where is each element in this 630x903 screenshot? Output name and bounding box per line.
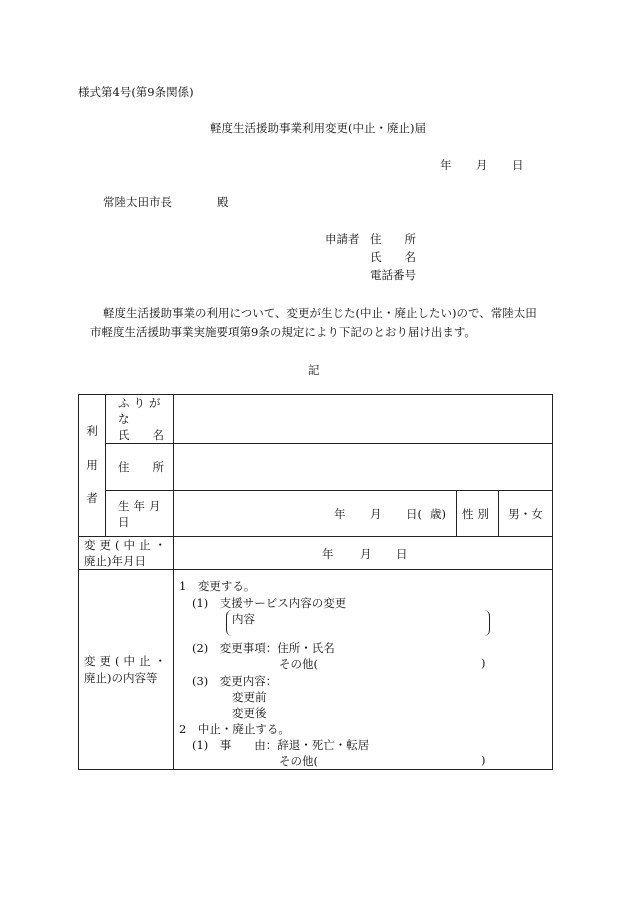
change-content-label-line-1: 変更(中止・ — [84, 653, 170, 668]
gender-label: 性別 — [457, 491, 499, 537]
gender-value[interactable]: 男・女 — [499, 491, 553, 537]
furigana-label: ふりがな — [118, 396, 165, 426]
applicant-address-label: 住 所 — [370, 232, 416, 246]
change-date-label-line-1: 変更(中止・ — [84, 538, 170, 552]
item-1-1-detail: 内容 — [232, 612, 255, 626]
applicant-label: 申請者 — [325, 232, 360, 246]
addressee-honorific: 殿 — [217, 195, 229, 209]
item-2: 2 中止・廃止する。 — [179, 722, 290, 736]
birthdate-label: 生年月日 — [106, 491, 174, 537]
item-1-3-after: 変更後 — [232, 706, 267, 720]
change-date-label-line-2: 廃止)年月日 — [84, 554, 146, 568]
applicant-name-label: 氏 名 — [370, 250, 416, 264]
item-1-2-close-paren: ) — [481, 656, 486, 670]
item-1-3: (3) 変更内容： — [192, 674, 278, 688]
item-2-1-close-paren: ) — [481, 753, 486, 767]
change-day: 日 — [396, 547, 408, 561]
applicant-phone-label: 電話番号 — [370, 268, 416, 282]
item-1-2-other: その他( — [279, 657, 318, 671]
change-date-field[interactable] — [174, 537, 553, 570]
body-text-line-2: 市軽度生活援助事業実施要項第9条の規定により下記のとおり届け出ます。 — [90, 325, 476, 339]
date-month: 月 — [476, 158, 488, 172]
item-1: 1 変更する。 — [179, 579, 256, 593]
document-title: 軽度生活援助事業利用変更(中止・廃止)届 — [210, 121, 426, 135]
form-number: 様式第4号(第9条関係) — [78, 85, 194, 99]
birthdate-field[interactable] — [174, 491, 457, 537]
content-bracket — [226, 610, 490, 636]
birth-age: 歳) — [430, 507, 446, 521]
change-date-label — [79, 537, 174, 570]
item-1-2: (2) 変更事項：住所・氏名 — [192, 641, 335, 655]
addressee-name: 常陸太田市長 — [103, 195, 172, 209]
change-month: 月 — [360, 547, 372, 561]
name-field[interactable] — [174, 395, 553, 444]
change-year: 年 — [322, 547, 334, 561]
change-content-label-line-2: 廃止)の内容等 — [84, 670, 158, 685]
change-content-field[interactable] — [174, 570, 553, 770]
furigana-name-label — [106, 395, 174, 444]
user-label-char-1: 利 — [86, 424, 98, 439]
birth-month: 月 — [370, 507, 382, 521]
record-mark: 記 — [308, 363, 320, 377]
user-section-label — [79, 395, 106, 537]
item-1-3-before: 変更前 — [232, 690, 267, 704]
user-label-char-3: 者 — [86, 491, 98, 506]
date-day: 日 — [512, 158, 524, 172]
body-text-line-1: 軽度生活援助事業の利用について、変更が生じた(中止・廃止したい)ので、常陸太田 — [103, 306, 537, 320]
birth-day: 日( — [406, 507, 422, 521]
item-2-1-other: その他( — [279, 754, 318, 768]
item-2-1: (1) 事 由：辞退・死亡・転居 — [192, 738, 370, 752]
name-label: 氏 名 — [118, 428, 164, 442]
item-1-1: (1) 支援サービス内容の変更 — [192, 596, 347, 610]
change-content-label — [79, 570, 174, 770]
address-label: 住 所 — [106, 444, 174, 491]
application-form-table — [78, 394, 553, 770]
date-year: 年 — [440, 158, 452, 172]
birth-year: 年 — [334, 507, 346, 521]
address-field[interactable] — [174, 444, 553, 491]
user-label-char-2: 用 — [86, 457, 98, 472]
